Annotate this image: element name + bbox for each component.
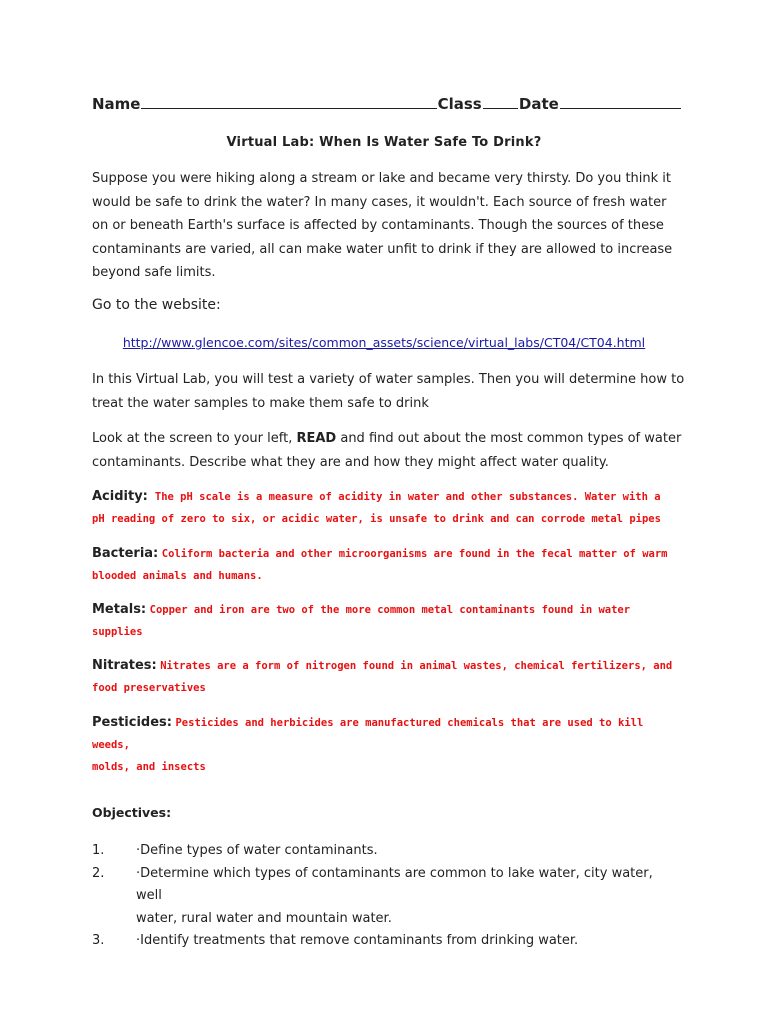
objective-number: 2. [92,865,105,881]
website-link[interactable]: http://www.glencoe.com/sites/common_assets/science/virtual_labs/CT04/CT04.html [122,335,646,350]
contaminant-label: Nitrates: [92,658,157,673]
instructions-line-2: contaminants. Describe what they are and how they might affect water quality. [92,454,609,470]
contaminant-answer-cont: molds, and insects [92,761,206,773]
contaminant-label: Metals: [92,602,147,617]
contaminant-answer-cont: supplies [92,626,143,638]
instructions-line [92,427,692,451]
go-to-website-text: Go to the website: [92,297,221,313]
instructions-paragraph [92,427,692,474]
date-label: Date [518,95,559,113]
contaminant-bacteria [92,543,682,587]
objective-text-line: ·Determine which types of contaminants are common to lake water, city water, well [136,865,653,903]
date-blank[interactable] [560,94,681,109]
objective-item [92,840,682,863]
instructions-after: and find out about the most common types of water [336,431,682,446]
contaminant-answer: Nitrates are a form of nitrogen found in animal wastes, chemical fertilizers, and [160,660,673,672]
contaminant-metals [92,599,682,643]
contaminant-answer: Coliform bacteria and other microorganisms are found in the fecal matter of warm [161,548,668,560]
objective-item [92,930,682,953]
contaminant-label: Acidity: [92,489,148,504]
intro-line: contaminants are varied, all can make water unfit to drink if they are allowed to increase [92,241,673,257]
objective-number: 1. [92,843,105,858]
contaminant-label: Pesticides: [92,715,172,730]
objective-text: ·Define types of water contaminants. [136,843,378,858]
contaminant-answer-cont: blooded animals and humans. [92,570,263,582]
objective-text [116,863,682,931]
lab-intro-paragraph [92,368,692,415]
contaminant-answer-cont: pH reading of zero to six, or acidic water, is unsafe to drink and can corrode metal pipes [92,513,661,525]
objectives-heading: Objectives: [92,805,172,820]
objective-number: 3. [92,933,105,948]
lab-intro-line: treat the water samples to make them safe to drink [92,395,429,411]
instructions-before: Look at the screen to your left, [92,431,297,446]
name-blank[interactable] [141,94,436,109]
contaminant-answer-cont: food preservatives [92,682,206,694]
contaminant-acidity [92,486,682,530]
contaminant-nitrates [92,655,682,699]
lab-intro-line: In this Virtual Lab, you will test a variety of water samples. Then you will determine how to [92,372,685,387]
intro-line: Suppose you were hiking along a stream or lake and became very thirsty. Do you think it [92,171,672,186]
class-blank[interactable] [483,94,518,109]
objective-text-line: water, rural water and mountain water. [136,910,392,926]
read-emphasis: READ [296,431,337,446]
name-label: Name [92,95,141,113]
contaminant-pesticides [92,712,682,778]
intro-paragraph [92,167,692,285]
objective-text: ·Identify treatments that remove contaminants from drinking water. [136,933,579,948]
intro-line: would be safe to drink the water? In many cases, it wouldn't. Each source of fresh water [92,194,667,210]
intro-line: beyond safe limits. [92,265,216,280]
header-fields [92,94,682,113]
objectives-list [92,840,682,953]
objective-item [92,863,682,931]
class-label: Class [437,95,482,113]
contaminant-answer: Copper and iron are two of the more common metal contaminants found in water [149,604,631,616]
page-title: Virtual Lab: When Is Water Safe To Drink? [226,135,542,150]
contaminant-answer: The pH scale is a measure of acidity in water and other substances. Water with a [154,491,661,503]
intro-line: on or beneath Earth's surface is affected by contaminants. Though the sources of these [92,218,664,233]
contaminant-answer: Pesticides and herbicides are manufactured chemicals that are used to kill weeds, [92,717,644,751]
contaminant-label: Bacteria: [92,546,159,561]
